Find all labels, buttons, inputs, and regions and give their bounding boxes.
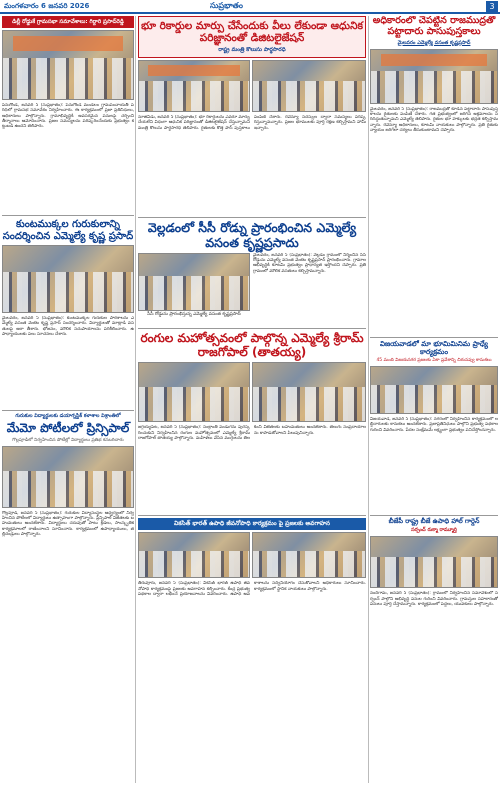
story3-text: జగ్గయ్యపేట, జనవరి 5 (సుప్రభాతం): సంక్రాంతి పండుగను పురస్కరించుకుని నిర్వహించిన రంగుల మహోత్సవంలో ఎమ్మెల్యే శ్రీరామ్ రాజగోపాల్ తాతయ్య పాల్గొన్నారు. మహిళలు వేసిన ముగ్గులను తిలకించి విజేతలకు బహుమతులు అందజేశారు. తెలుగు సంప్రదాయాలను కాపాడుకోవాలని పిలుపునిచ్చారు. xyxy=(138,425,366,442)
story3-text: నందిగామ, జనవరి 5 (సుప్రభాతం): గ్రామంలో నిర్వహించిన సమావేశంలో సర్పంచ్ పాల్గొని అభివృద్ధి పనుల గురించి వివరించారు. గ్రామస్తుల సహకారంతో పనులు పూర్తి చేస్తామన్నారు. కార్యక్రమంలో పెద్దలు, యువకులు పాల్గొన్నారు. xyxy=(370,591,498,607)
story2-photo xyxy=(138,253,250,311)
story2-headline: వెల్లడంలో సీసీ రోడ్ను ప్రారంభించిన ఎమ్మెల్యే వసంత కృష్ణప్రసాదు xyxy=(147,220,357,250)
page-number: 3 xyxy=(486,1,498,12)
story2-headline: విజయవాడలో మా భూమిమినిమ ప్రాధ్యే కార్యక్రమం xyxy=(380,339,488,356)
story3-photo xyxy=(370,536,498,588)
story2-photo xyxy=(2,245,134,313)
lead-photo-2 xyxy=(252,60,366,112)
lead-headline: భూ రికార్డుల మార్పు చేసేందుకు వీలు లేకుండా ఆధునిక పరిజ్ఞానంతో డిజిటలైజేషన్ xyxy=(141,20,363,45)
column-center xyxy=(138,16,366,783)
story2-subheadline: 45 మంది విజయనగర ప్రజలకు ఏకా ప్రవేశాన్ని చిరునవ్వు కానుకలు xyxy=(376,357,492,363)
lead-subheadline: రాష్ట్ర మంత్రి కొలుసు పార్థసారధి xyxy=(218,47,286,54)
story3-subheadline: గొల్లపూడిలో నిర్వహించిన పోటీల్లో విద్యార్థులు ప్రతిభ కనబరిచారు xyxy=(12,437,124,443)
story1-photo xyxy=(370,49,498,104)
story1-photo xyxy=(2,30,134,100)
story1-headline: అధికారంలో చేపట్టిన రాజముద్రతో పట్టాదారు పాసుపుస్తకాలు xyxy=(372,16,496,37)
issue-date: మంగళవారం 6 జనవరి 2026 xyxy=(4,2,90,10)
story3-kicker: గురుకుల విద్యార్థులకు డయాగ్నస్టిక్ కళాశాల విశ్రాంతిలో xyxy=(15,413,121,419)
story4-kicker: వికసిత్ భారత్ ఉపాధి జీవనోపాధి కార్యక్రమం పై ప్రజలకు అవగాహన xyxy=(138,518,366,530)
story4-photo-2 xyxy=(252,532,366,578)
story2-caption: సీసీ రోడ్డును ప్రారంభిస్తున్న ఎమ్మెల్యే వసంత కృష్ణప్రసాద్ xyxy=(147,311,241,317)
lead-headline-box xyxy=(138,16,366,58)
column-divider xyxy=(135,16,136,783)
story1-text: పెనుగొండ, జనవరి 5 (సుప్రభాతం): పెనుగొండ మండలం గ్రామపంచాయతీ పరిధిలో గ్రామసభ సమావేశం నిర్వహించారు. ఈ కార్యక్రమంలో ప్రజా ప్రతినిధులు, అధికారులు పాల్గొన్నారు. గ్రామాభివృద్ధికి అవసరమైన పనులపై చర్చించి తీర్మానాలు ఆమోదించారు. ప్రజల సమస్యలను పరిష్కరించేందుకు ప్రభుత్వం కట్టుబడి ఉందని తెలిపారు. xyxy=(2,103,134,130)
story1-kicker: డిల్లీ రోడ్డుకే గ్రామసభా సమావేశాలు: గిర్దారి ప్రసాద్‌రెడ్డి xyxy=(2,16,134,28)
story3-text: గొల్లపూడి, జనవరి 5 (సుప్రభాతం): గురుకుల విద్యాసంస్థల ఆధ్వర్యంలో నిర్వహించిన పోటీలలో విద్యార్థులు ఉత్సాహంగా పాల్గొన్నారు. ప్రిన్సిపాల్ విజేతలకు బహుమతులు అందజేశారు. విద్యార్థులు చదువుతో పాటు క్రీడలు, సాంస్కృతిక కార్యక్రమాలలో రాణించాలని సూచించారు. కార్యక్రమంలో ఉపాధ్యాయులు, తల్లిదండ్రులు పాల్గొన్నారు. xyxy=(2,510,134,537)
page-header xyxy=(0,0,500,14)
story1-text: మైలవరం, జనవరి 5 (సుప్రభాతం): రాజముద్రతో కూడిన పట్టాదారు పాసుపుస్తకాలను రైతులకు పంపిణీ చేశారు. గత ప్రభుత్వంలో జరిగిన అక్రమాలను సరిదిద్దుతున్నామని ఎమ్మెల్యే తెలిపారు. రైతుల భూ హక్కులకు భద్రత కల్పిస్తామన్నారు. రెవెన్యూ అధికారులు, కూటమి నాయకులు పాల్గొన్నారు. ప్రతి రైతుకు న్యాయం జరిగేలా చర్యలు తీసుకుంటామని చెప్పారు. xyxy=(370,106,498,134)
story3-headline: మేమో పోటీలలో ప్రిన్సిపాల్ xyxy=(6,421,130,435)
column-left xyxy=(2,16,134,783)
story4-text: తిరువూరు, జనవరి 5 (సుప్రభాతం): వికసిత్ భారత్ ఉపాధి జీవనోపాధి కార్యక్రమంపై ప్రజలకు అవగాహన కల్పించారు. కేంద్ర ప్రభుత్వ పథకాల ద్వారా లభించే ప్రయోజనాలను వివరించారు. ఉపాధి అవకాశాలను సద్వినియోగం చేసుకోవాలని అధికారులు సూచించారు. కార్యక్రమంలో స్థానిక నాయకులు పాల్గొన్నారు. xyxy=(138,581,366,598)
story3-headline: బీజేపీ రాష్ట్ర బీజే ఉపాధి హాల్ గార్డెన్ xyxy=(388,516,480,525)
story3-subheadline: సర్పంచ్ రుక్మా రామ్మూర్తి xyxy=(411,527,457,534)
story3-photo xyxy=(2,446,134,508)
story2-text: మైలవరం, జనవరి 5 (సుప్రభాతం): వెల్లడం గ్రామంలో నిర్మించిన సీసీ రోడ్డును ఎమ్మెల్యే వసంత వెంకట కృష్ణప్రసాద్ ప్రారంభించారు. గ్రామాల అభివృద్ధికి కూటమి ప్రభుత్వం ప్రాధాన్యత ఇస్తోందని చెప్పారు. ప్రతి గ్రామంలో మౌలిక వసతులు కల్పిస్తామన్నారు. xyxy=(253,252,366,274)
column-right xyxy=(370,16,498,783)
story3-photo-2 xyxy=(252,362,366,422)
story2-photo xyxy=(370,366,498,414)
lead-text: నూజివీడు, జనవరి 5 (సుప్రభాతం): భూ రికార్డులను ఎవరూ మార్పు చేయలేని విధంగా ఆధునిక పరిజ్ఞానంతో డిజిటలైజేషన్ చేస్తున్నామని మంత్రి కొలుసు పార్థసారధి తెలిపారు. రైతులకు కొత్త పాస్ పుస్తకాలు పంపిణీ చేశారు. రెవెన్యూ సదస్సుల ద్వారా సమస్యలు పరిష్కరిస్తున్నామన్నారు. ప్రజల భూములకు పూర్తి రక్షణ కల్పిస్తామని హామీ ఇచ్చారు. xyxy=(138,115,366,131)
story2-text: విజయవాడ, జనవరి 5 (సుప్రభాతం): నగరంలో నిర్వహించిన కార్యక్రమంలో లబ్ధిదారులకు కానుకలు అందజేశారు. ప్రజాప్రతినిధులు పాల్గొని ప్రభుత్వ పథకాల గురించి వివరించారు. పేదల సంక్షేమమే లక్ష్యంగా ప్రభుత్వం పనిచేస్తోందన్నారు. xyxy=(370,416,498,433)
story2-headline: కుంటముక్కల గురుకులాన్ని సందర్శించిన ఎమ్మెల్యే కృష్ణ ప్రసాద్ xyxy=(2,219,134,242)
column-divider xyxy=(368,16,369,783)
story2-text: మైలవరం, జనవరి 5 (సుప్రభాతం): కుంటముక్కల గురుకుల పాఠశాలను ఎమ్మెల్యే వసంత వెంకట కృష్ణ ప్రసాద్ సందర్శించారు. విద్యార్థులతో మాట్లాడి వసతులపై ఆరా తీశారు. భోజనం, మౌలిక సదుపాయాలను పరిశీలించారు. ఉపాధ్యాయులకు పలు సూచనలు చేశారు. xyxy=(2,316,134,337)
paper-name: సుప్రభాతం xyxy=(210,1,243,10)
story3-headline: రంగుల మహోత్సవంలో పాల్గొన్న ఎమ్మెల్యే శ్రీరామ్ రాజగోపాల్ (తాతయ్య) xyxy=(140,330,364,359)
story1-subheadline: మైలవరం ఎమ్మెల్యే వసంత కృష్ణప్రసాద్ xyxy=(397,39,471,46)
lead-photo-1 xyxy=(138,60,250,112)
story4-photo-1 xyxy=(138,532,250,578)
story3-photo-1 xyxy=(138,362,250,422)
